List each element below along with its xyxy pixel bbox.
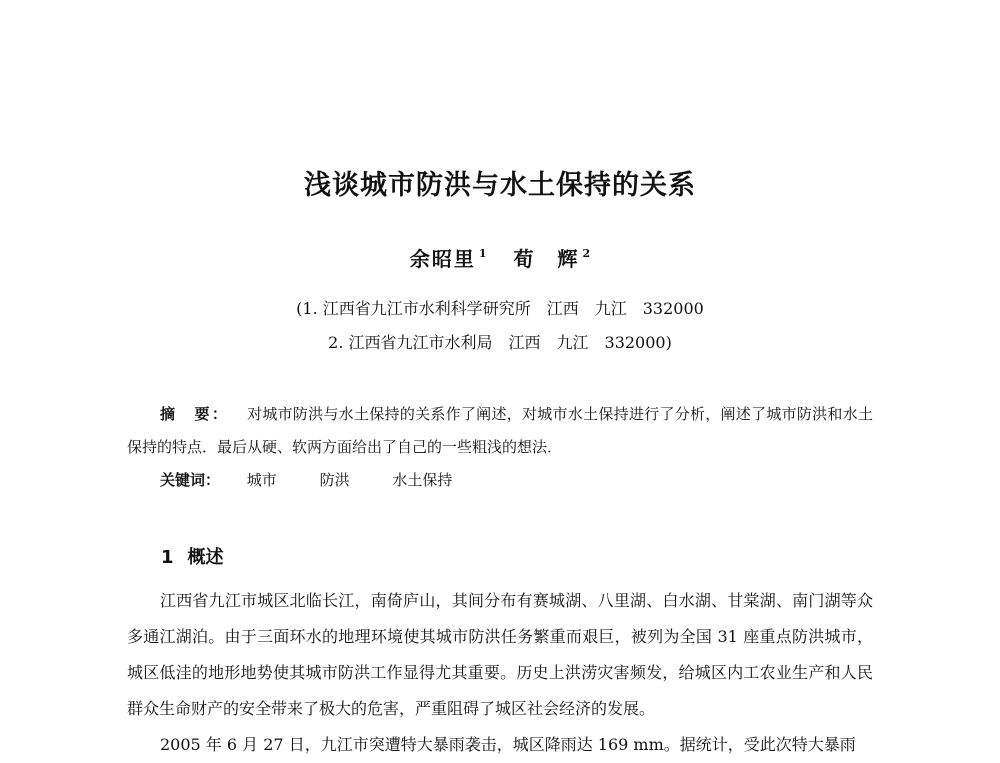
body-text	[127, 583, 873, 763]
abstract-paragraph	[127, 398, 873, 464]
section-number: 1	[161, 547, 174, 568]
affiliation-1: (1. 江西省九江市水利科学研究所 江西 九江 332000	[296, 299, 704, 318]
keyword: 城市	[246, 471, 277, 489]
keyword: 防洪	[319, 471, 350, 489]
affiliation-mark: 1	[478, 247, 487, 260]
body-paragraph: 江西省九江市城区北临长江，南倚庐山，其间分布有赛城湖、八里湖、白水湖、甘棠湖、南门湖等众多通江湖泊。由于三面环水的地理环境使其城市防洪任务繁重而艰巨，被列为全国 31 座重点防洪城市，城区低洼的地形地势使其城市防洪工作显得尤其重要。历史上洪涝灾害频发，给城区内工农业生产和人民群众生命财产的安全带来了极大的危害，严重阻碍了城区社会经济的发展。	[127, 591, 873, 718]
author-2	[513, 243, 590, 272]
author-name: 荀 辉	[513, 247, 580, 271]
author-1	[410, 243, 487, 272]
affiliation-mark: 2	[582, 247, 591, 260]
author-name: 余昭里	[409, 247, 476, 271]
section-title: 概述	[187, 547, 224, 568]
author-line	[0, 243, 1000, 272]
affiliation-2: 2. 江西省九江市水利局 江西 九江 332000)	[328, 333, 672, 352]
paper-title: 浅谈城市防洪与水土保持的关系	[304, 170, 696, 201]
keywords-line	[127, 464, 873, 497]
abstract-text: 对城市防洪与水土保持的关系作了阐述，对城市水土保持进行了分析，阐述了城市防洪和水土保持的特点．最后从硬、软两方面给出了自己的一些粗浅的想法．	[127, 405, 873, 456]
body-paragraph: 2005 年 6 月 27 日，九江市突遭特大暴雨袭击，城区降雨达 169 mm。据统计，受此次特大暴雨	[160, 735, 856, 754]
section-heading	[161, 543, 224, 569]
keyword: 水土保持	[392, 471, 453, 489]
keywords-label: 关键词：	[160, 471, 221, 489]
abstract-label: 摘 要：	[160, 405, 230, 423]
abstract-block	[127, 398, 873, 497]
